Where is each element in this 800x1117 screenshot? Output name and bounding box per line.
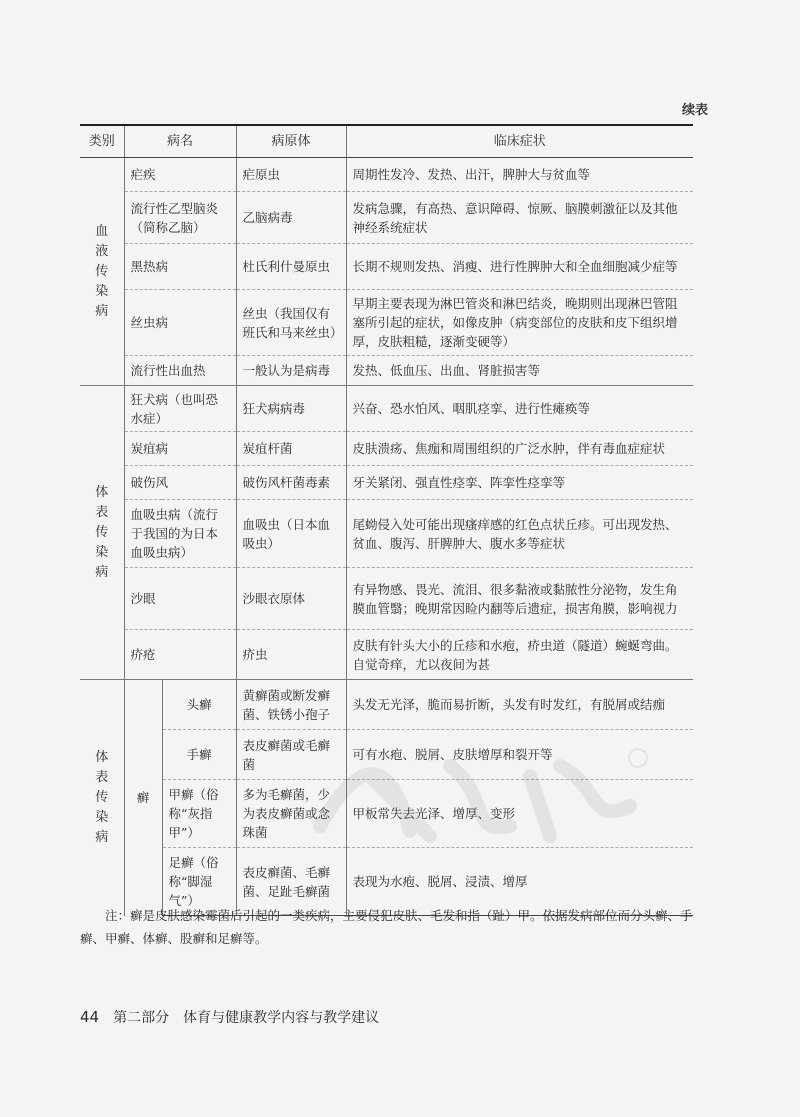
symptoms-cell: 早期主要表现为淋巴管炎和淋巴结炎，晚期则出现淋巴管阻塞所引起的症状，如像皮肿（病变部位的皮肤和皮下组织增厚，皮肤粗糙，逐渐变硬等） xyxy=(346,290,693,356)
symptoms-cell: 发病急骤，有高热、意识障碍、惊厥、脑膜刺激征以及其他神经系统症状 xyxy=(346,192,693,244)
table-footnote: 注：癣是皮肤感染霉菌后引起的一类疾病，主要侵犯皮肤、毛发和指（趾）甲。依据发病部位而分头癣、手癣、甲癣、体癣、股癣和足癣等。 xyxy=(80,908,693,946)
page-footer xyxy=(80,1007,379,1027)
symptoms-cell: 有异物感、畏光、流泪、很多黏液或黏脓性分泌物，发生角膜血管翳；晚期常因睑内翻等后遗症，损害角膜，影响视力 xyxy=(346,568,693,630)
disease-name-cell: 疥疮 xyxy=(124,630,236,680)
header-category: 类别 xyxy=(80,125,124,158)
subcategory-tinea: 癣 xyxy=(124,680,162,916)
table-row xyxy=(80,192,693,244)
category-blood-borne xyxy=(80,158,124,386)
table-row xyxy=(80,244,693,290)
table-row xyxy=(80,680,693,730)
symptoms-cell: 皮肤溃疡、焦痂和周围组织的广泛水肿，伴有毒血症症状 xyxy=(346,432,693,466)
symptoms-cell: 长期不规则发热、消瘦、进行性脾肿大和全血细胞减少症等 xyxy=(346,244,693,290)
pathogen-cell: 杜氏利什曼原虫 xyxy=(236,244,346,290)
disease-name-cell: 流行性乙型脑炎（简称乙脑） xyxy=(124,192,236,244)
pathogen-cell: 丝虫（我国仅有班氏和马来丝虫） xyxy=(236,290,346,356)
disease-name-cell: 头癣 xyxy=(162,680,236,730)
symptoms-cell: 皮肤有针头大小的丘疹和水疱，疥虫道（隧道）蜿蜒弯曲。自觉奇痒，尤以夜间为甚 xyxy=(346,630,693,680)
symptoms-cell: 头发无光泽，脆而易折断，头发有时发红，有脱屑或结痂 xyxy=(346,680,693,730)
disease-name-cell: 狂犬病（也叫恐水症） xyxy=(124,386,236,432)
footer-section-title: 第二部分 体育与健康教学内容与教学建议 xyxy=(113,1010,380,1026)
disease-name-cell: 流行性出血热 xyxy=(124,356,236,386)
table-row xyxy=(80,158,693,192)
table-row xyxy=(80,500,693,568)
category-label: 体 表 传 染 病 xyxy=(95,749,109,845)
disease-table xyxy=(80,124,693,916)
table-row xyxy=(80,780,693,848)
category-label: 血 液 传 染 病 xyxy=(95,223,109,319)
pathogen-cell: 黄癣菌或断发癣菌、铁锈小孢子 xyxy=(236,680,346,730)
table-row xyxy=(80,466,693,500)
category-label: 体 表 传 染 病 xyxy=(95,484,109,580)
header-disease-name: 病名 xyxy=(124,125,236,158)
page-number: 44 xyxy=(80,1008,100,1026)
disease-name-cell: 甲癣（俗称“灰指甲”） xyxy=(162,780,236,848)
header-pathogen: 病原体 xyxy=(236,125,346,158)
disease-name-cell: 黑热病 xyxy=(124,244,236,290)
pathogen-cell: 疥虫 xyxy=(236,630,346,680)
table-header-row xyxy=(80,125,693,158)
disease-name-cell: 手癣 xyxy=(162,730,236,780)
pathogen-cell: 一般认为是病毒 xyxy=(236,356,346,386)
header-symptoms: 临床症状 xyxy=(346,125,693,158)
continued-label: 续表 xyxy=(681,103,708,118)
disease-name-cell: 破伤风 xyxy=(124,466,236,500)
symptoms-cell: 发热、低血压、出血、肾脏损害等 xyxy=(346,356,693,386)
table-row xyxy=(80,386,693,432)
disease-name-cell: 足癣（俗称“脚湿气”） xyxy=(162,848,236,916)
table-row xyxy=(80,290,693,356)
category-body-surface-fungal xyxy=(80,680,124,916)
symptoms-cell: 牙关紧闭、强直性痉挛、阵挛性痉挛等 xyxy=(346,466,693,500)
disease-name-cell: 疟疾 xyxy=(124,158,236,192)
table-row xyxy=(80,432,693,466)
symptoms-cell: 表现为水疱、脱屑、浸渍、增厚 xyxy=(346,848,693,916)
symptoms-cell: 甲板常失去光泽、增厚、变形 xyxy=(346,780,693,848)
disease-name-cell: 炭疽病 xyxy=(124,432,236,466)
table-row xyxy=(80,568,693,630)
pathogen-cell: 表皮癣菌或毛癣菌 xyxy=(236,730,346,780)
symptoms-cell: 尾蚴侵入处可能出现瘙痒感的红色点状丘疹。可出现发热、贫血、腹泻、肝脾肿大、腹水多等症状 xyxy=(346,500,693,568)
pathogen-cell: 多为毛癣菌，少为表皮癣菌或念珠菌 xyxy=(236,780,346,848)
disease-name-cell: 血吸虫病（流行于我国的为日本血吸虫病） xyxy=(124,500,236,568)
disease-name-cell: 沙眼 xyxy=(124,568,236,630)
pathogen-cell: 疟原虫 xyxy=(236,158,346,192)
symptoms-cell: 可有水疱、脱屑、皮肤增厚和裂开等 xyxy=(346,730,693,780)
pathogen-cell: 炭疽杆菌 xyxy=(236,432,346,466)
pathogen-cell: 乙脑病毒 xyxy=(236,192,346,244)
table-row xyxy=(80,356,693,386)
pathogen-cell: 血吸虫（日本血吸虫） xyxy=(236,500,346,568)
symptoms-cell: 兴奋、恐水怕风、咽肌痉挛、进行性瘫痪等 xyxy=(346,386,693,432)
category-body-surface xyxy=(80,386,124,680)
disease-name-cell: 丝虫病 xyxy=(124,290,236,356)
pathogen-cell: 表皮癣菌、毛癣菌、足趾毛癣菌 xyxy=(236,848,346,916)
table-row xyxy=(80,730,693,780)
symptoms-cell: 周期性发冷、发热、出汗，脾肿大与贫血等 xyxy=(346,158,693,192)
pathogen-cell: 狂犬病病毒 xyxy=(236,386,346,432)
pathogen-cell: 沙眼衣原体 xyxy=(236,568,346,630)
pathogen-cell: 破伤风杆菌毒素 xyxy=(236,466,346,500)
table-row xyxy=(80,630,693,680)
